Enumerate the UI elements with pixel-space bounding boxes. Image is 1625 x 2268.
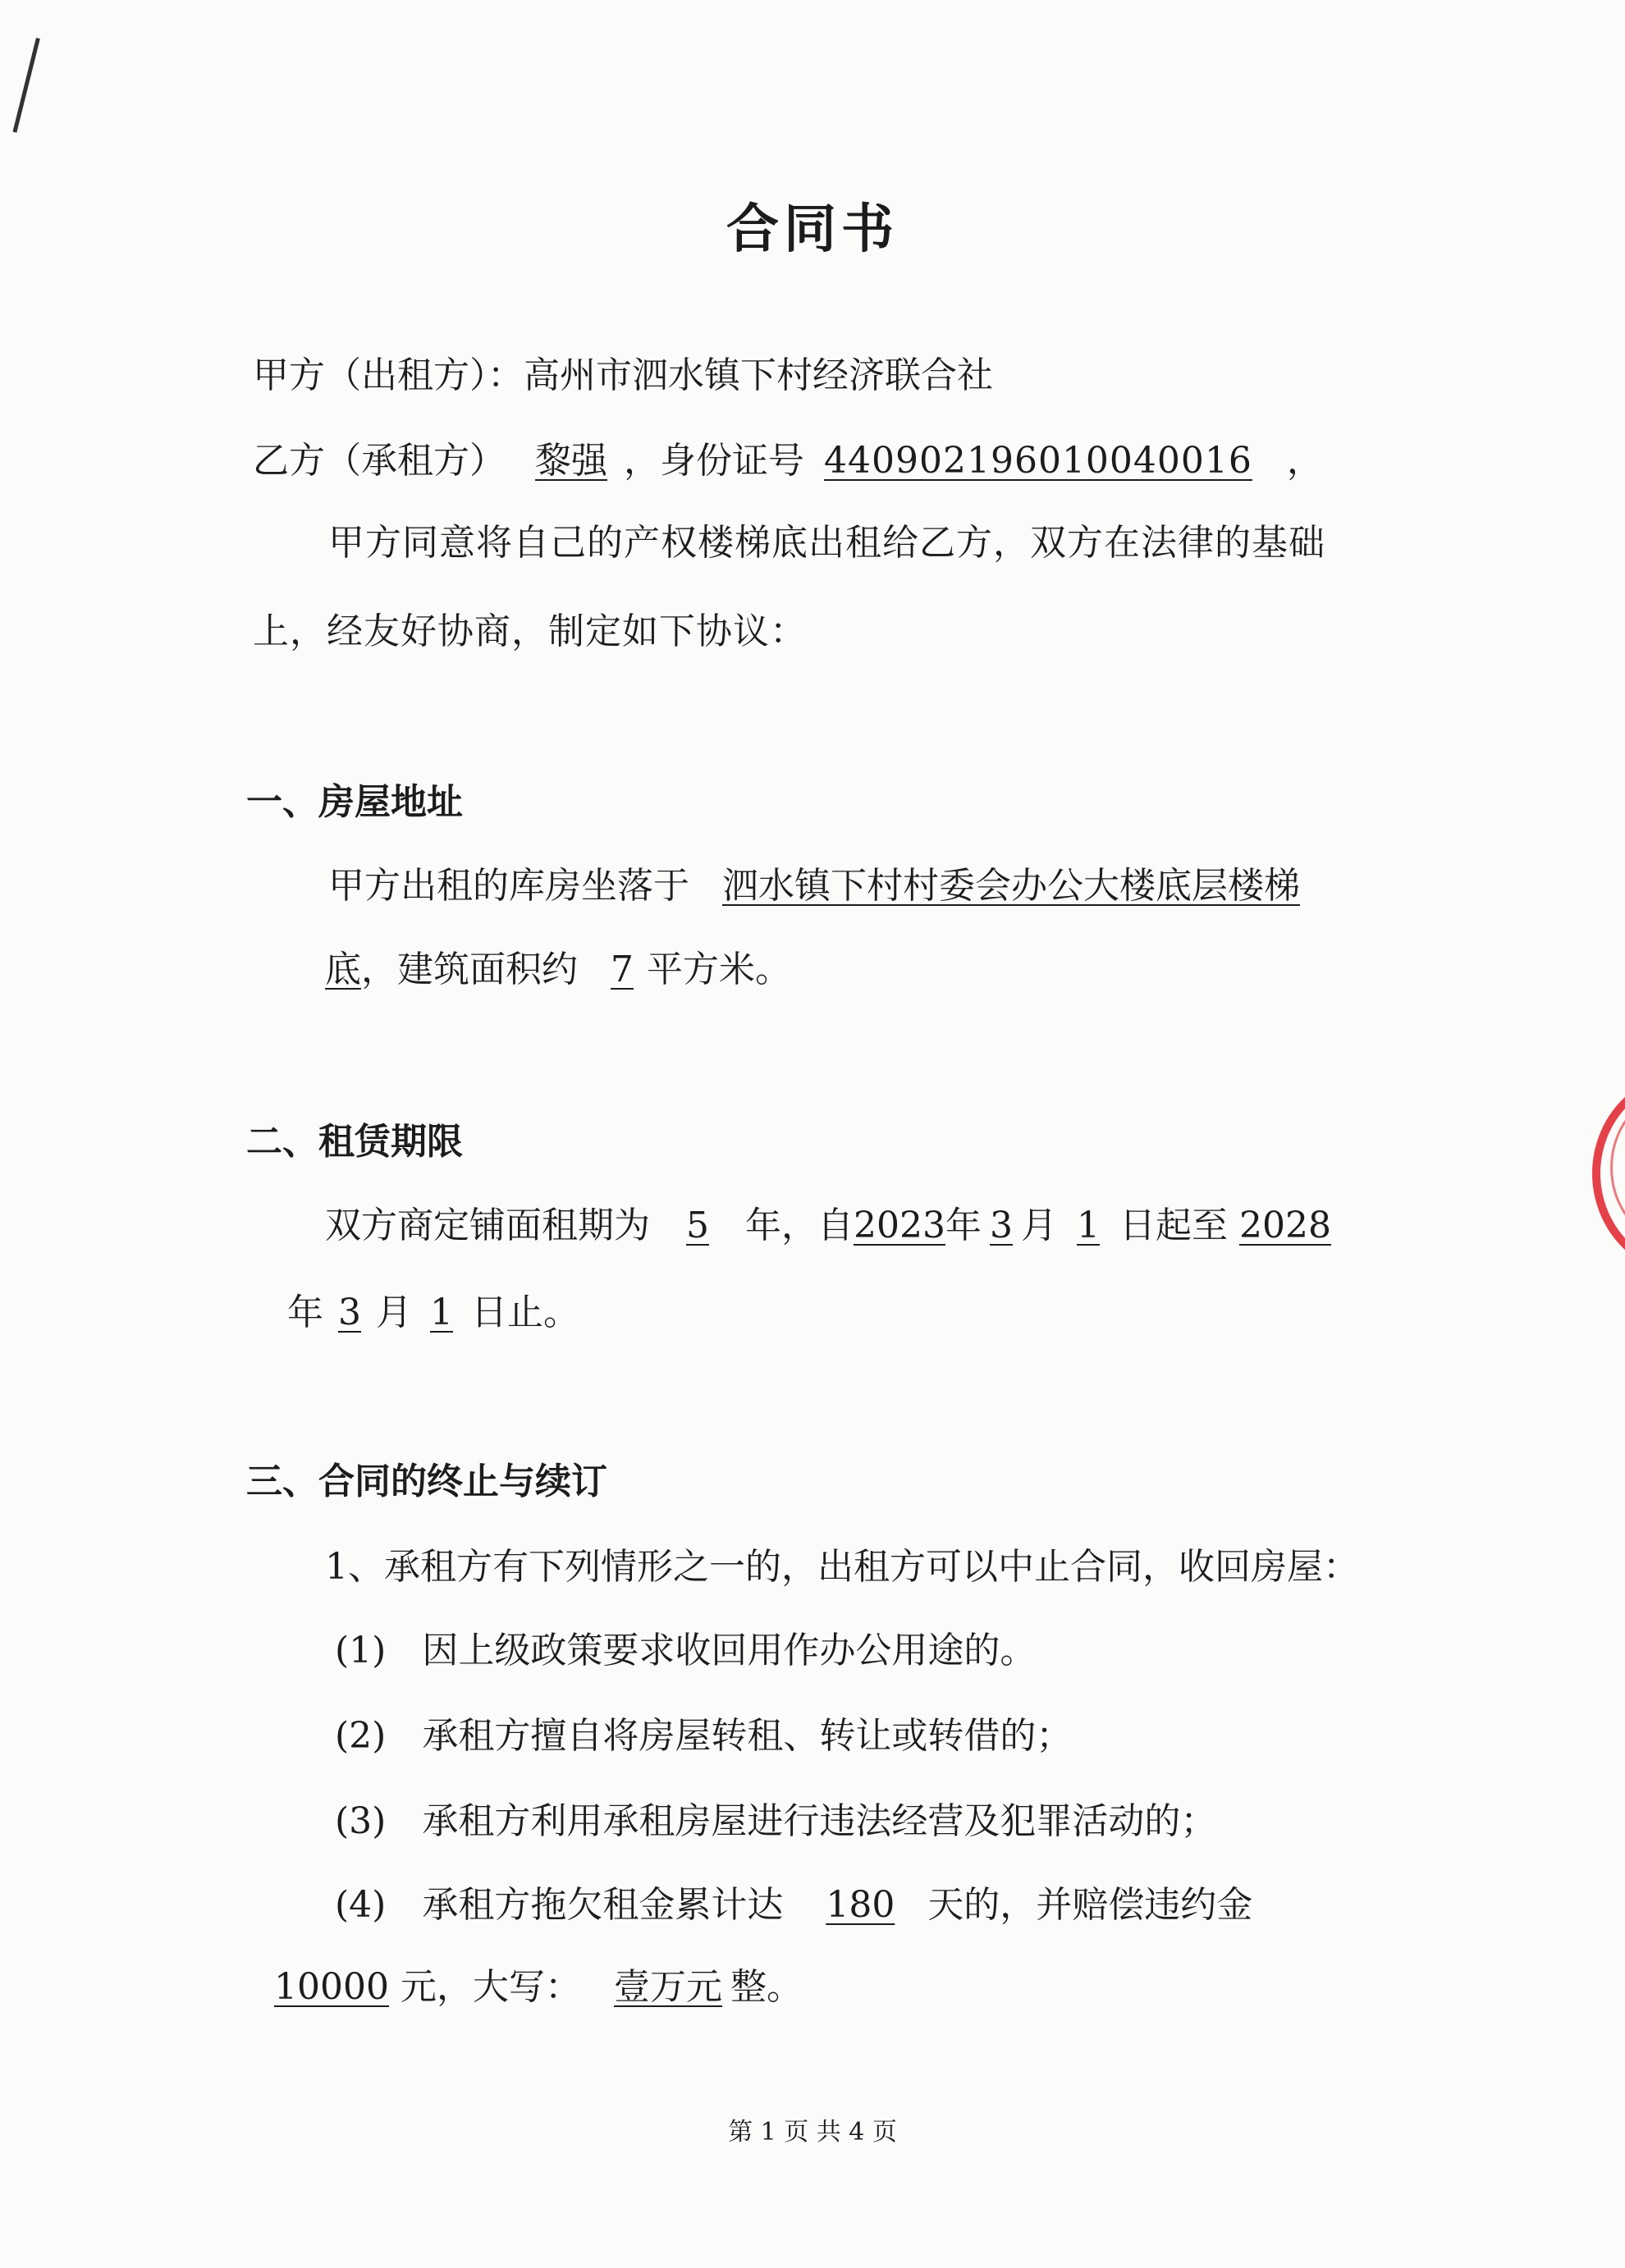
section-3-sub-4-cont	[274, 1963, 803, 2012]
sub-3-number: (3)	[335, 1800, 387, 1842]
section-3-heading: 三、合同的终止与续订	[246, 1461, 607, 1502]
intro-line-2: 上，经友好协商，制定如下协议：	[253, 610, 807, 652]
s2-text-2: 年，自	[745, 1205, 854, 1246]
section-1-address-cont: 底	[325, 949, 361, 990]
document-title: 合同书	[726, 199, 899, 260]
penalty-zheng: 整。	[730, 1966, 803, 2008]
party-b-id-label: ，身份证号	[624, 440, 804, 482]
sub-4-days: 180	[826, 1884, 895, 1926]
party-a-line: 甲方（出租方）：高州市泗水镇下村经济联合社	[253, 354, 993, 396]
s2-start-day: 1	[1076, 1205, 1100, 1246]
penalty-amount: 10000	[274, 1966, 389, 2008]
sub-4-text-2: 天的，并赔偿违约金	[927, 1884, 1253, 1926]
party-b-line	[253, 437, 1323, 486]
section-1-line-1	[328, 862, 1300, 911]
s2-text-1: 双方商定铺面租期为	[325, 1205, 650, 1246]
section-1-line-2	[325, 945, 791, 995]
s2-end-day: 1	[430, 1292, 453, 1333]
section-1-heading: 一、房屋地址	[246, 781, 463, 823]
s2-start-month: 3	[989, 1205, 1013, 1246]
penalty-amount-chinese: 壹万元	[613, 1966, 722, 2008]
s2-text-5: 日起至	[1119, 1205, 1228, 1246]
s2-text-3: 年	[945, 1205, 982, 1246]
section-1-text: 甲方出租的库房坐落于	[328, 865, 689, 907]
pen-mark	[12, 38, 39, 133]
section-3-sub-3	[335, 1797, 1216, 1846]
section-2-heading: 二、租赁期限	[246, 1121, 463, 1163]
s2-text-8: 日止。	[471, 1292, 579, 1333]
party-b-prefix: 乙方（承租方）	[253, 440, 506, 482]
section-1-area-value: 7	[611, 949, 634, 990]
section-2-line-1	[325, 1201, 1331, 1251]
s2-text-7: 月	[376, 1292, 412, 1333]
party-b-suffix: ，	[1286, 440, 1323, 482]
s2-text-4: 月	[1020, 1205, 1057, 1246]
sub-1-number: (1)	[335, 1630, 387, 1671]
section-3-sub-2	[335, 1712, 1072, 1761]
s2-text-6: 年	[287, 1292, 323, 1333]
section-1-address: 泗水镇下村村委会办公大楼底层楼梯	[722, 865, 1300, 907]
section-2-line-2	[287, 1288, 579, 1337]
sub-2-text: 承租方擅自将房屋转租、转让或转借的；	[422, 1715, 1073, 1757]
page-footer: 第 1 页 共 4 页	[728, 2118, 897, 2147]
party-b-name: 黎强	[535, 440, 607, 482]
section-3-item-1: 1、承租方有下列情形之一的，出租方可以中止合同，收回房屋：	[325, 1546, 1359, 1588]
sub-2-number: (2)	[335, 1715, 387, 1757]
intro-line-1: 甲方同意将自己的产权楼梯底出租给乙方，双方在法律的基础	[328, 522, 1325, 564]
section-3-sub-1	[335, 1626, 1036, 1676]
section-1-area-label: ，建筑面积约	[361, 949, 578, 990]
sub-3-text: 承租方利用承租房屋进行违法经营及犯罪活动的；	[422, 1800, 1217, 1842]
section-3-sub-4	[335, 1881, 1252, 1930]
s2-years: 5	[686, 1205, 709, 1246]
s2-start-year: 2023	[854, 1205, 945, 1246]
section-1-area-unit: 平方米。	[647, 949, 791, 990]
sub-1-text: 因上级政策要求收回用作办公用途的。	[422, 1630, 1037, 1671]
sub-4-text-1: 承租方拖欠租金累计达	[422, 1884, 784, 1926]
s2-end-month: 3	[338, 1292, 361, 1333]
s2-end-year: 2028	[1238, 1205, 1331, 1246]
sub-4-number: (4)	[335, 1884, 387, 1926]
penalty-yuan-label: 元，大写：	[400, 1966, 581, 2008]
party-b-id-number: 440902196010040016	[824, 440, 1252, 482]
